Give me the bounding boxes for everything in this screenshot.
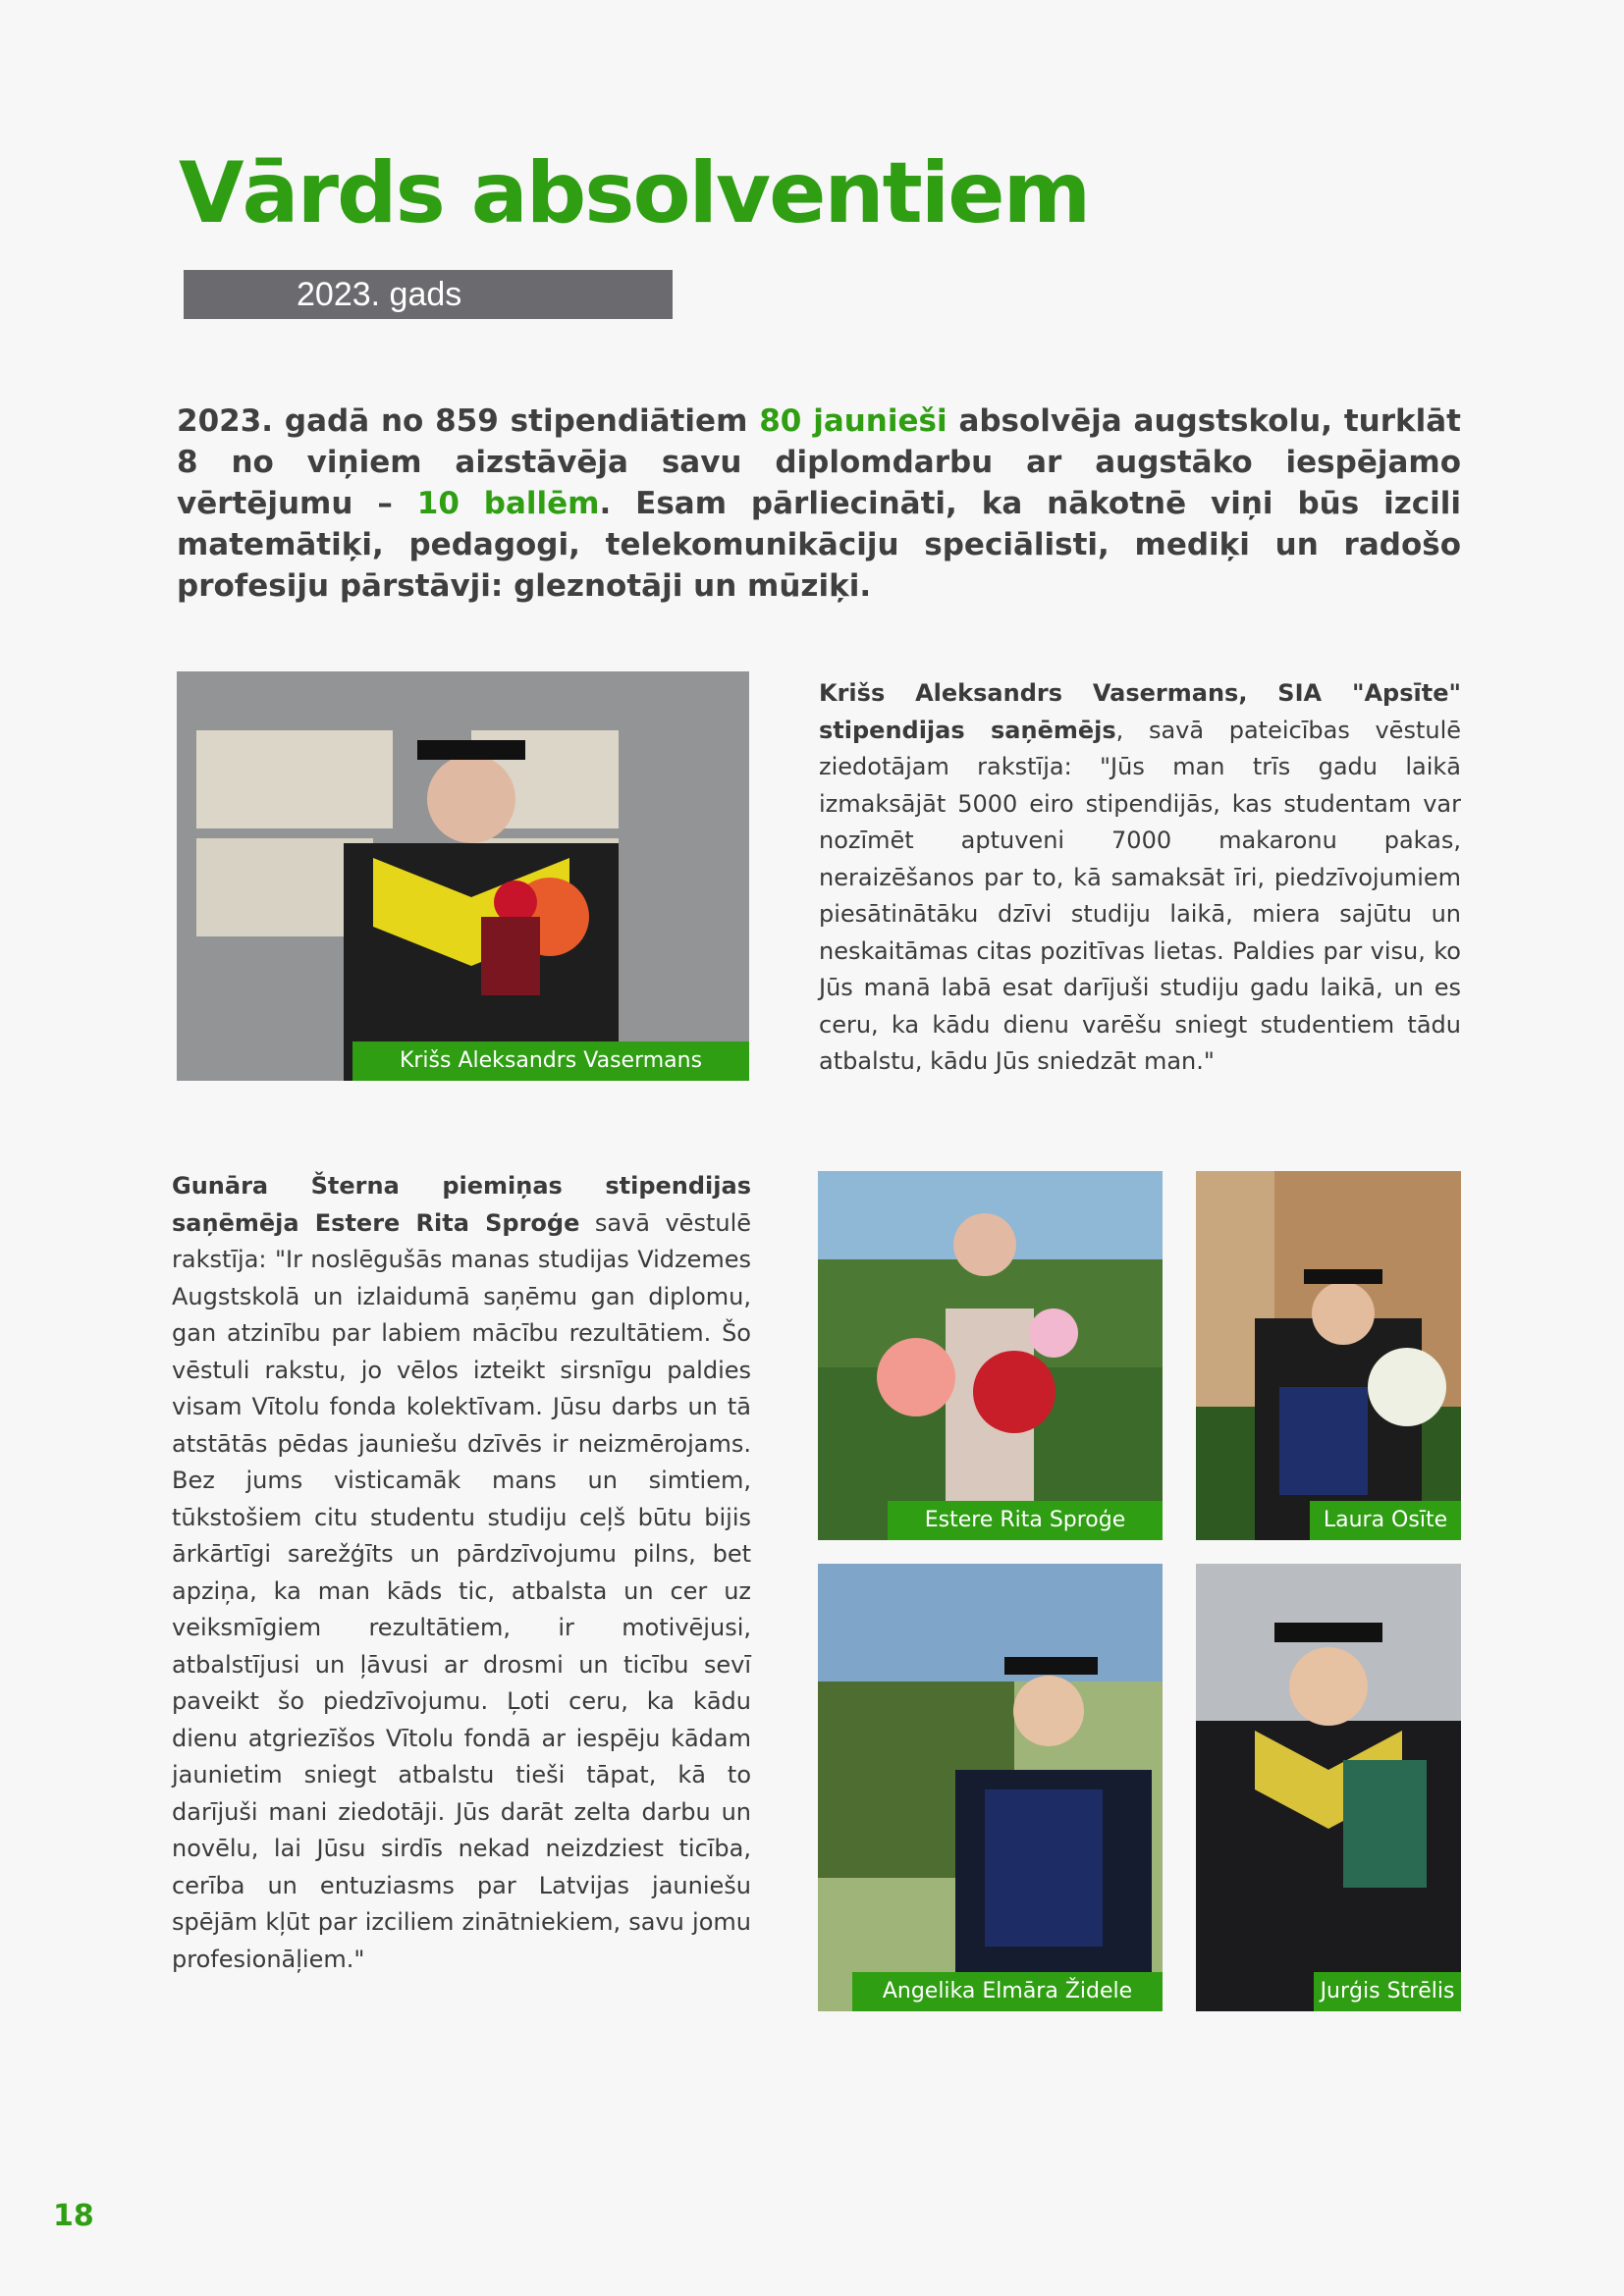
page-title: Vārds absolventiem	[179, 144, 1090, 242]
intro-text-1: 2023. gadā no 859 stipendiātiem	[177, 403, 760, 439]
quote-kriss-lead: Krišs Aleksandrs Vasermans, SIA "Apsīte" stipendijas saņēmējs	[819, 679, 1461, 744]
photo-kriss	[177, 671, 749, 1081]
intro-highlight-grade: 10 ballēm	[416, 486, 600, 521]
quote-estere	[172, 1168, 751, 1978]
photo-angelika-caption: Angelika Elmāra Židele	[852, 1972, 1163, 2011]
photo-kriss-caption: Krišs Aleksandrs Vasermans	[352, 1041, 749, 1081]
photo-estere-caption: Estere Rita Sproģe	[888, 1501, 1163, 1540]
intro-highlight-students: 80 jaunieši	[759, 403, 947, 439]
photo-estere-illustration	[818, 1171, 1163, 1540]
photo-laura	[1196, 1171, 1461, 1540]
year-label: 2023. gads	[184, 270, 673, 319]
photo-kriss-illustration	[177, 671, 749, 1081]
intro-text-3: . Esam pārliecināti, ka nākotnē viņi būs izcili matemātiķi, pedagogi, telekomunikāciju speciālisti, mediķi un radošo profesiju pārstāvji: gleznotāji un mūziķi.	[177, 486, 1461, 604]
photo-angelika-illustration	[818, 1564, 1163, 2011]
photo-jurgis-caption: Jurģis Strēlis	[1314, 1972, 1461, 2011]
photo-angelika	[818, 1564, 1163, 2011]
photo-estere	[818, 1171, 1163, 1540]
quote-kriss-text: , savā pateicības vēstulē ziedotājam rakstīja: "Jūs man trīs gadu laikā izmaksājāt 5000 eiro stipendijās, kas studentam var nozīmēt aptuveni 7000 makaronu pakas, neraizēšanos par to, kā samaksāt īri, piedzīvojumiem piesātinātāku dzīvi studiju laikā, miera sajūtu un neskaitāmas citas pozitīvas lietas. Paldies par visu, ko Jūs manā labā esat darījuši studiju gadu laikā, un es ceru, ka kādu dienu varēšu sniegt studentiem tādu atbalstu, kādu Jūs sniedzāt man."	[819, 716, 1461, 1075]
page-number: 18	[53, 2199, 94, 2233]
intro-text-2: absolvēja augstskolu, turklāt 8 no viņiem aizstāvēja savu diplomdarbu ar augstāko iespējamo vērtējumu –	[177, 403, 1461, 521]
photo-laura-caption: Laura Osīte	[1310, 1501, 1461, 1540]
photo-jurgis-illustration	[1196, 1564, 1461, 2011]
quote-estere-text: savā vēstulē rakstīja: "Ir noslēgušās manas studijas Vidzemes Augstskolā un izlaidumā saņēmu gan diplomu, gan atzinību par labiem mācību rezultātiem. Šo vēstuli rakstu, jo vēlos izteikt sirsnīgu paldies visam Vītolu fonda kolektīvam. Jūsu darbs un tā atstātās pēdas jauniešu dzīvēs ir neizmērojams. Bez jums visticamāk mans un simtiem, tūkstošiem citu studentu studiju ceļš būtu bijis ārkārtīgi sarežģīts un pārdzīvojumu pilns, bet apziņa, ka man kāds tic, atbalsta un cer uz veiksmīgiem rezultātiem, ir motivējusi, atbalstījusi un ļāvusi ar drosmi un ticību sevī paveikt šo piedzīvojumu. Ļoti ceru, ka kādu dienu atgriezīšos Vītolu fondā ar iespēju kādam jaunietim sniegt atbalstu tieši tāpat, kā to darījuši mani ziedotāji. Jūs darāt zelta darbu un novēlu, lai Jūsu sirdīs nekad neizdziest ticība, cerība un entuziasms par Latvijas jauniešu spējām kļūt par izciliem zinātniekiem, savu jomu profesionāļiem."	[172, 1208, 752, 1973]
photo-jurgis	[1196, 1564, 1461, 2011]
intro-paragraph	[177, 400, 1461, 607]
quote-kriss	[819, 675, 1461, 1081]
quote-estere-lead: Gunāra Šterna piemiņas stipendijas saņēmēja Estere Rita Sproģe	[172, 1172, 751, 1237]
photo-laura-illustration	[1196, 1171, 1461, 1540]
